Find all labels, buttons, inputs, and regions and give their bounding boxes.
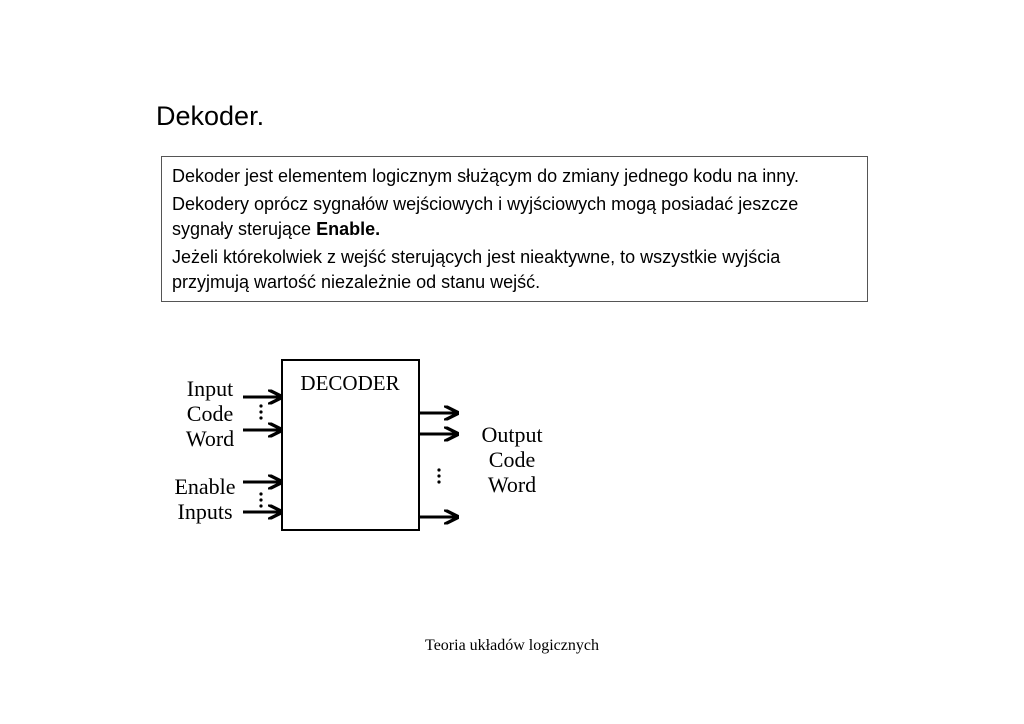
paragraph-2-text: Dekodery oprócz sygnałów wejściowych i wyjściowych mogą posiadać jeszcze sygnały sterujące — [172, 194, 799, 239]
input-label-line-1: Input — [186, 376, 234, 401]
enable-label-line-2: Inputs — [177, 499, 233, 524]
enable-label-line-1: Enable — [174, 474, 236, 499]
paragraph-1: Dekoder jest elementem logicznym służącym do zmiany jednego kodu na inny. — [172, 166, 799, 186]
paragraph-3: Jeżeli którekolwiek z wejść sterujących jest nieaktywne, to wszystkie wyjścia przyjmują wartość niezależnie od stanu wejść. — [172, 247, 781, 292]
enable-ellipsis — [259, 492, 262, 507]
input-label-line-3: Word — [185, 426, 235, 451]
input-ellipsis — [259, 404, 262, 419]
input-label-line-2: Code — [186, 401, 234, 426]
footer-caption: Teoria układów logicznych — [425, 637, 599, 654]
output-label-line-2: Code — [488, 447, 536, 472]
slide-title: Dekoder. — [156, 101, 265, 131]
output-ellipsis — [437, 468, 440, 483]
output-label-line-3: Word — [487, 472, 537, 497]
enable-term: Enable. — [316, 219, 381, 239]
output-label-line-1: Output — [481, 422, 543, 447]
decoder-label: DECODER — [300, 371, 400, 395]
